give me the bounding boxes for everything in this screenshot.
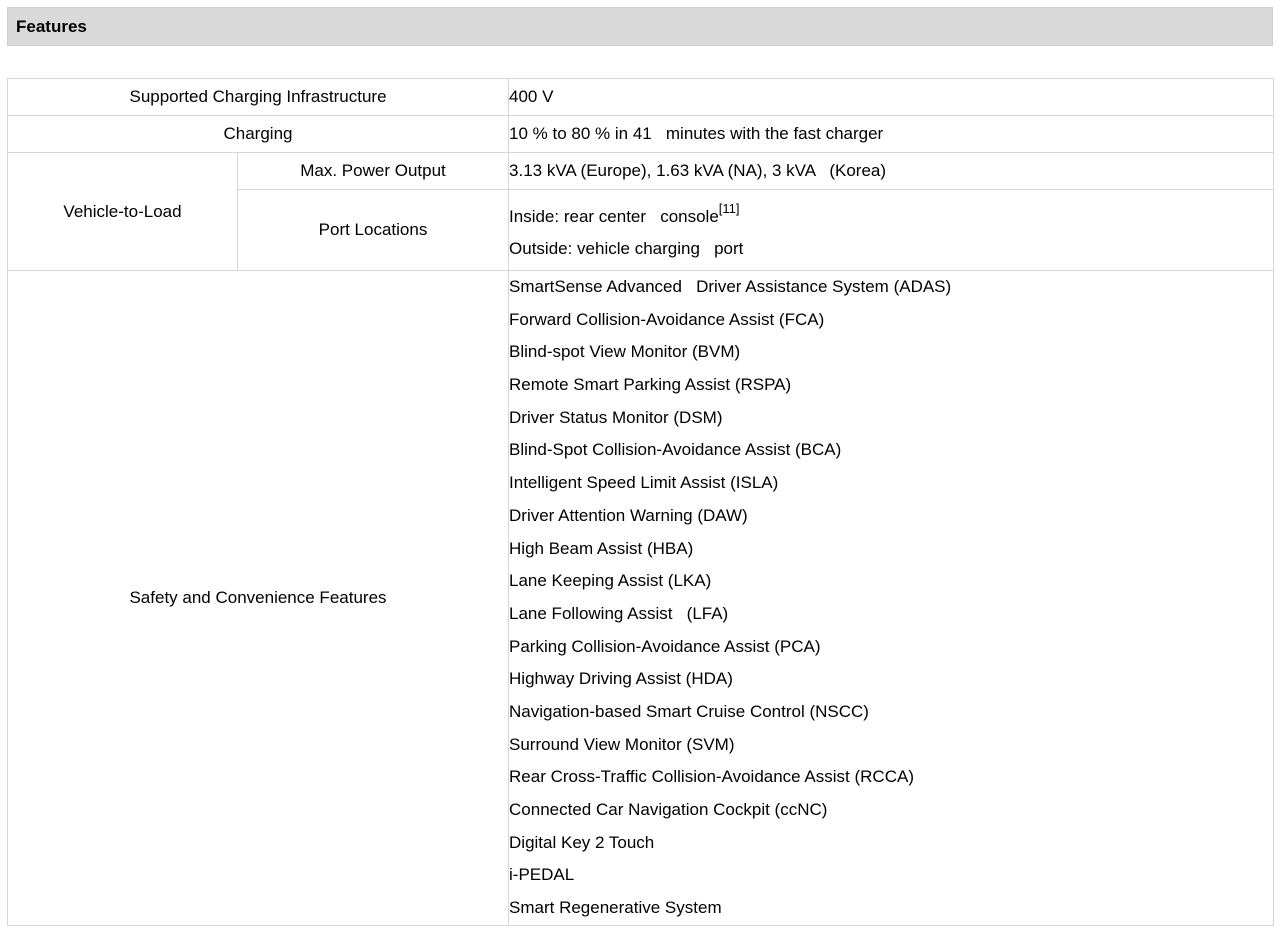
port-inside-text: Inside: rear center console: [509, 207, 719, 226]
reference-link[interactable]: [11]: [718, 201, 740, 216]
vehicle-to-load-label: Vehicle-to-Load: [8, 153, 238, 271]
list-item: Driver Attention Warning (DAW): [509, 505, 748, 525]
features-table: [7, 78, 1274, 926]
sub-row-label: Max. Power Output: [238, 153, 509, 190]
row-label: Charging: [8, 116, 509, 153]
row-value: 3.13 kVA (Europe), 1.63 kVA (NA), 3 kVA (Korea): [509, 153, 1274, 190]
list-item: Intelligent Speed Limit Assist (ISLA): [509, 473, 779, 493]
list-item: Surround View Monitor (SVM): [509, 734, 735, 754]
table-row-max-power: [8, 153, 1274, 190]
list-item: Navigation-based Smart Cruise Control (NSCC): [509, 701, 869, 721]
list-item: Digital Key 2 Touch: [509, 832, 655, 852]
list-item: High Beam Assist (HBA): [509, 538, 694, 558]
sub-row-label: Port Locations: [238, 190, 509, 271]
list-item: Rear Cross-Traffic Collision-Avoidance Assist (RCCA): [509, 767, 914, 787]
list-item: Smart Regenerative System: [509, 898, 722, 918]
row-label: Safety and Convenience Features: [8, 271, 509, 926]
list-item: Forward Collision-Avoidance Assist (FCA): [509, 309, 825, 329]
list-item: Parking Collision-Avoidance Assist (PCA): [509, 636, 821, 656]
list-item: Remote Smart Parking Assist (RSPA): [509, 375, 792, 395]
section-header-features: [7, 7, 1273, 46]
list-item: Lane Keeping Assist (LKA): [509, 571, 712, 591]
table-row-safety: [8, 271, 1274, 926]
list-item: Blind-Spot Collision-Avoidance Assist (BCA): [509, 440, 842, 460]
port-inside: [509, 195, 1273, 233]
row-label: Supported Charging Infrastructure: [8, 79, 509, 116]
features-list: [509, 271, 1274, 926]
table-row-supported-infrastructure: [8, 79, 1274, 116]
list-item: Connected Car Navigation Cockpit (ccNC): [509, 800, 828, 819]
list-item: SmartSense Advanced Driver Assistance System (ADAS): [509, 277, 952, 296]
list-item: Blind-spot View Monitor (BVM): [509, 342, 741, 362]
row-value: 10 % to 80 % in 41 minutes with the fast charger: [509, 116, 1274, 153]
port-outside: Outside: vehicle charging port: [509, 239, 744, 258]
list-item: Driver Status Monitor (DSM): [509, 407, 723, 427]
port-locations-value: [509, 190, 1274, 271]
section-title: Features: [16, 17, 87, 36]
row-value: 400 V: [509, 79, 1274, 116]
list-item: i-PEDAL: [509, 865, 575, 885]
list-item: Highway Driving Assist (HDA): [509, 669, 733, 689]
list-item: Lane Following Assist (LFA): [509, 603, 729, 623]
table-row-charging: [8, 116, 1274, 153]
